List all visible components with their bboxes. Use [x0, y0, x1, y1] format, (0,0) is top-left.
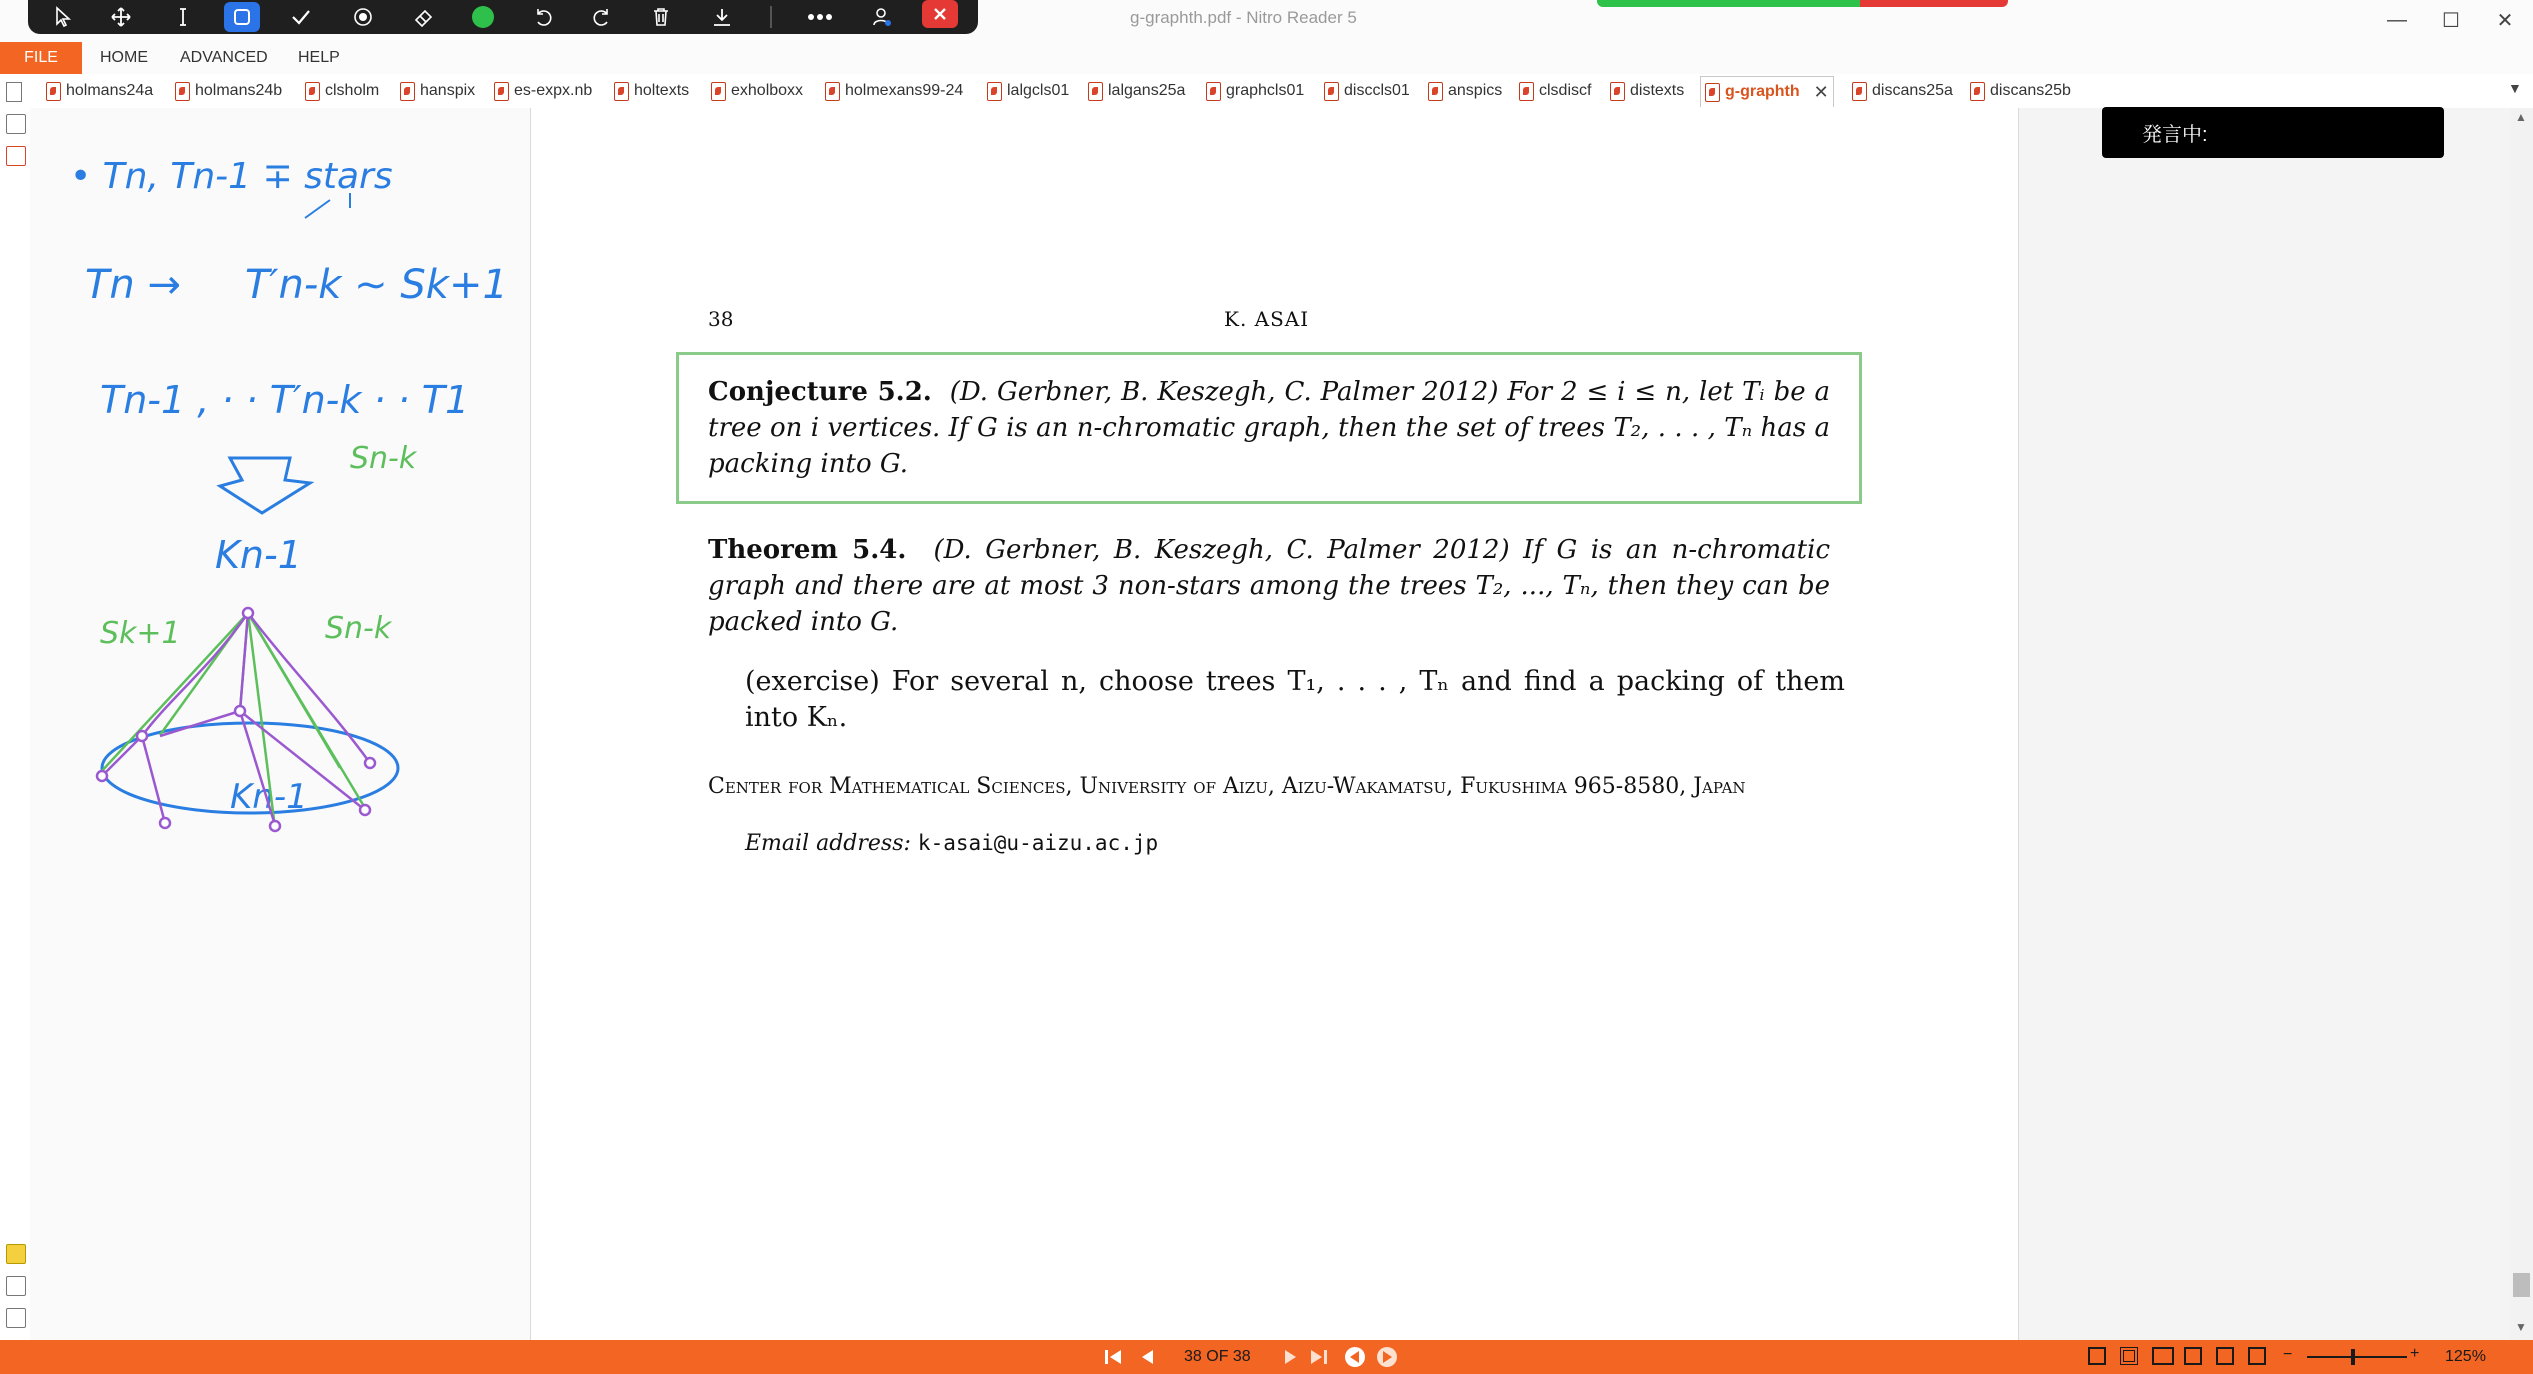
- first-page-icon[interactable]: [1100, 1341, 1126, 1373]
- tab-holmans24b[interactable]: holmans24b: [175, 76, 282, 106]
- ink-sk-1: Sk+1: [100, 616, 181, 651]
- theorem-body: (D. Gerbner, B. Keszegh, C. Palmer 2012) If G is an n-chromatic graph and there are at most 3 non-stars among the trees T₂, ..., Tₙ, then they can be packed into G.: [708, 535, 1831, 637]
- tab-exholboxx[interactable]: exholboxx: [711, 76, 803, 106]
- tab-hanspix[interactable]: hanspix: [400, 76, 475, 106]
- pdf-icon: [1519, 82, 1534, 101]
- previous-page-icon[interactable]: [1134, 1341, 1160, 1373]
- email-line: [745, 831, 1158, 856]
- ink-line-2a: Tn →: [85, 262, 182, 308]
- redo-icon[interactable]: [582, 0, 622, 34]
- scroll-down-icon[interactable]: ▼: [2515, 1320, 2527, 1334]
- minimize-button[interactable]: —: [2387, 8, 2407, 31]
- fit-width-icon[interactable]: [2248, 1347, 2266, 1365]
- window-title: g-graphth.pdf - Nitro Reader 5: [1130, 8, 1357, 27]
- tab-holtexts[interactable]: holtexts: [614, 76, 689, 106]
- page-indicator[interactable]: 38 OF 38: [1184, 1348, 1251, 1365]
- theorem-5-4: [708, 532, 1830, 640]
- pdf-icon: [1088, 82, 1103, 101]
- zoom-slider[interactable]: [2307, 1356, 2407, 1358]
- pdf-icon: [1206, 82, 1221, 101]
- tab-disccls01[interactable]: disccls01: [1324, 76, 1410, 106]
- download-icon[interactable]: [702, 0, 742, 34]
- menu-advanced[interactable]: ADVANCED: [180, 49, 268, 66]
- ink-line-2b: T′n-k ∼ Sk+1: [245, 262, 508, 308]
- text-cursor-icon[interactable]: [163, 0, 203, 34]
- comments-icon[interactable]: [6, 1244, 26, 1264]
- pdf-icon: [825, 82, 840, 101]
- rectangle-icon[interactable]: [222, 0, 262, 34]
- color-icon[interactable]: [463, 0, 503, 34]
- email-address[interactable]: k-asai@u-aizu.ac.jp: [917, 831, 1159, 855]
- zoom-out-icon[interactable]: −: [2283, 1346, 2293, 1363]
- ink-sn-k: Sn-k: [350, 441, 417, 476]
- zoom-slider-thumb[interactable]: [2351, 1349, 2355, 1365]
- menu-help[interactable]: HELP: [298, 49, 340, 66]
- pdf-icon: [1610, 82, 1625, 101]
- scroll-up-icon[interactable]: ▲: [2515, 110, 2527, 124]
- pdf-icon: [987, 82, 1002, 101]
- left-tool-rail: [0, 108, 31, 1340]
- pointer-icon[interactable]: [44, 0, 84, 34]
- ink-kn-1: Kn-1: [215, 533, 302, 577]
- tab-lalgans25a[interactable]: lalgans25a: [1088, 76, 1185, 106]
- tab-discans25b[interactable]: discans25b: [1970, 76, 2071, 106]
- bookmarks-icon[interactable]: [6, 146, 26, 166]
- conjecture-label: Conjecture 5.2.: [708, 377, 932, 407]
- more-icon[interactable]: [800, 0, 840, 34]
- pdf-icon: [175, 82, 190, 101]
- user-icon[interactable]: [862, 0, 902, 34]
- layers-icon[interactable]: [6, 1308, 26, 1328]
- theorem-label: Theorem 5.4.: [708, 535, 907, 565]
- page-number: 38: [708, 307, 734, 331]
- pdf-icon: [1852, 82, 1867, 101]
- toolbar-divider: [770, 6, 772, 28]
- facing-continuous-view-icon[interactable]: [2184, 1347, 2202, 1365]
- attachments-icon[interactable]: [6, 1276, 26, 1296]
- tab-distexts[interactable]: distexts: [1610, 76, 1684, 106]
- pdf-icon: [711, 82, 726, 101]
- pdf-icon: [1970, 82, 1985, 101]
- page-thumbnails-icon[interactable]: [6, 114, 26, 134]
- forward-view-icon[interactable]: [1374, 1341, 1400, 1373]
- close-icon: [932, 6, 948, 22]
- progress-indicator-green: [1597, 0, 1860, 7]
- menu-home[interactable]: HOME: [100, 49, 148, 66]
- tab-holmexans99-24[interactable]: holmexans99-24: [825, 76, 963, 106]
- menu-file[interactable]: FILE: [0, 42, 82, 74]
- tab-discans25a[interactable]: discans25a: [1852, 76, 1953, 106]
- pdf-icon: [1428, 82, 1443, 101]
- menu-bar: [0, 42, 2533, 75]
- tab-overflow-chevron-down-icon[interactable]: ▼: [2508, 80, 2522, 96]
- author-address: Center for Mathematical Sciences, University of Aizu, Aizu-Wakamatsu, Fukushima 965-8580, Japan: [708, 774, 1746, 799]
- exercise-text: (exercise) For several n, choose trees T₁, . . . , Tₙ and find a packing of them into Kₙ.: [745, 666, 1845, 733]
- speech-caption-overlay: 発言中:: [2102, 107, 2444, 158]
- pdf-icon: [305, 82, 320, 101]
- pen-toolbar-close-button[interactable]: [922, 0, 958, 28]
- pdf-icon: [1324, 82, 1339, 101]
- tab-holmans24a[interactable]: holmans24a: [46, 76, 153, 106]
- pdf-icon: [1705, 83, 1720, 102]
- ink-kn-1-base: Kn-1: [230, 777, 308, 817]
- tab-lalgcls01[interactable]: lalgcls01: [987, 76, 1069, 106]
- scrollbar-thumb[interactable]: [2513, 1273, 2530, 1297]
- tab-es-expx[interactable]: es-expx.nb: [494, 76, 592, 106]
- email-label: Email address:: [745, 831, 911, 856]
- facing-view-icon[interactable]: [2152, 1347, 2174, 1365]
- fit-page-icon[interactable]: [2216, 1347, 2234, 1365]
- ink-line-3: Tn-1 , · · T′n-k · · T1: [100, 378, 470, 422]
- pdf-icon: [46, 82, 61, 101]
- pen-icon[interactable]: [343, 0, 383, 34]
- ink-sn-k2: Sn-k: [325, 611, 392, 646]
- last-page-icon[interactable]: [1306, 1341, 1332, 1373]
- check-icon[interactable]: [281, 0, 321, 34]
- eraser-icon[interactable]: [404, 0, 444, 34]
- tab-clsdiscf[interactable]: clsdiscf: [1519, 76, 1591, 106]
- running-head: K. ASAI: [1224, 307, 1310, 331]
- ink-arrow: [220, 458, 310, 513]
- back-view-icon[interactable]: [1342, 1341, 1368, 1373]
- zoom-in-icon[interactable]: +: [2410, 1345, 2420, 1362]
- pdf-icon: [400, 82, 415, 101]
- conjecture-5-2: [708, 374, 1830, 482]
- conjecture-body: (D. Gerbner, B. Keszegh, C. Palmer 2012) For 2 ≤ i ≤ n, let Tᵢ be a tree on i vertices. If G is an n-chromatic graph, then the set of trees T₂, . . . , Tₙ has a packing into G.: [708, 377, 1831, 479]
- window-close-button[interactable]: ✕: [2496, 9, 2514, 32]
- trash-icon[interactable]: [641, 0, 681, 34]
- single-page-view-icon[interactable]: [2088, 1347, 2106, 1365]
- next-page-icon[interactable]: [1278, 1341, 1304, 1373]
- vertical-scrollbar[interactable]: [2510, 108, 2533, 1340]
- tab-clsholm[interactable]: clsholm: [305, 76, 379, 106]
- progress-indicator-red: [1860, 0, 2008, 7]
- maximize-button[interactable]: ☐: [2442, 9, 2460, 32]
- handwritten-notes-canvas: [30, 108, 530, 1340]
- tab-close-icon[interactable]: ✕: [1813, 82, 1829, 102]
- tab-g-graphth-active[interactable]: g-graphth ✕: [1700, 76, 1834, 107]
- zoom-level[interactable]: 125%: [2445, 1348, 2486, 1365]
- document-list-icon[interactable]: [6, 82, 22, 102]
- ink-line-1: • Tn, Tn-1 ∓ stars: [70, 156, 393, 197]
- tab-anspics[interactable]: anspics: [1428, 76, 1502, 106]
- continuous-view-icon[interactable]: [2120, 1347, 2138, 1365]
- tab-graphcls01[interactable]: graphcls01: [1206, 76, 1304, 106]
- undo-icon[interactable]: [523, 0, 563, 34]
- pdf-icon: [494, 82, 509, 101]
- pdf-icon: [614, 82, 629, 101]
- move-icon[interactable]: [101, 0, 141, 34]
